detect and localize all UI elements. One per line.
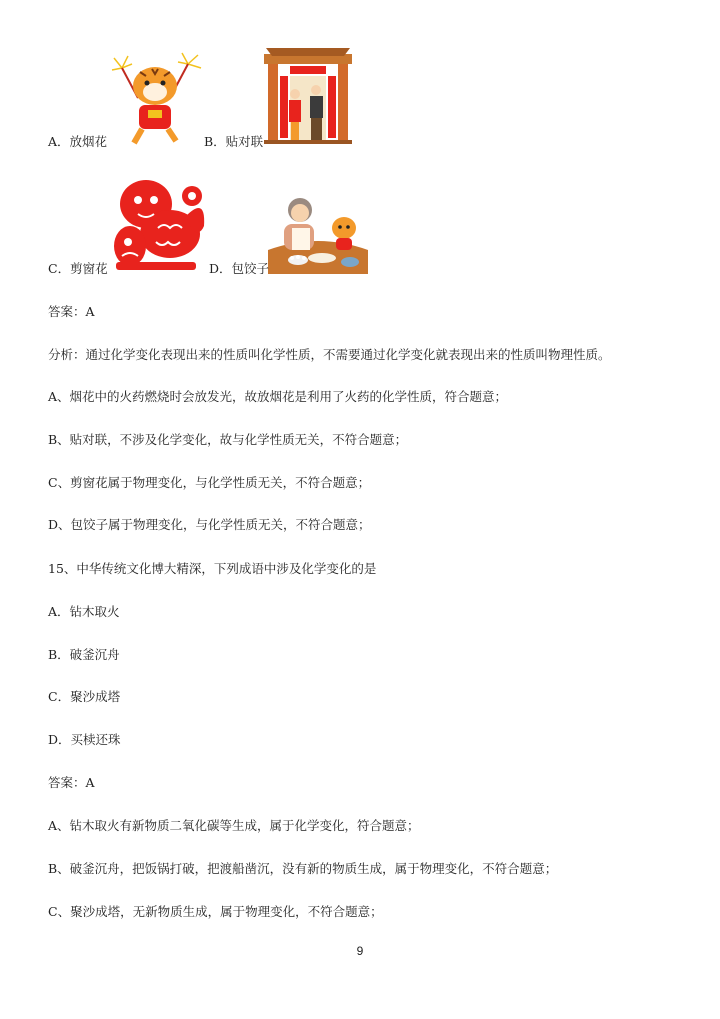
tiger-fireworks-image xyxy=(108,50,203,148)
question-15-option-c: C．聚沙成塔 xyxy=(48,689,121,704)
answer-1: 答案：A xyxy=(48,304,95,319)
question-15-option-d: D．买椟还珠 xyxy=(48,732,121,747)
option-c-label: C．剪窗花 xyxy=(48,261,108,276)
analysis-a: A、烟花中的火药燃烧时会放发光，故放烟花是利用了火药的化学性质，符合题意； xyxy=(48,389,508,404)
page-number: 9 xyxy=(356,944,364,958)
option-d-label: D．包饺子 xyxy=(209,261,270,276)
analysis-intro: 分析：通过化学变化表现出来的性质叫化学性质，不需要通过化学变化就表现出来的性质叫物理性质。 xyxy=(48,347,611,362)
analysis-b: B、贴对联，不涉及化学变化，故与化学性质无关，不符合题意； xyxy=(48,432,408,447)
making-dumplings-image xyxy=(268,194,368,274)
analysis-c: C、剪窗花属于物理变化，与化学性质无关，不符合题意； xyxy=(48,475,371,490)
analysis2-c: C、聚沙成塔，无新物质生成，属于物理变化，不符合题意； xyxy=(48,904,383,919)
couplets-doorway-image xyxy=(264,48,352,144)
analysis2-a: A、钻木取火有新物质二氧化碳等生成，属于化学变化，符合题意； xyxy=(48,818,420,833)
question-15-stem: 15、中华传统文化博大精深，下列成语中涉及化学变化的是 xyxy=(48,561,377,576)
answer-2: 答案：A xyxy=(48,775,95,790)
option-b-label: B．贴对联 xyxy=(204,134,264,149)
question-15-option-b: B．破釜沉舟 xyxy=(48,647,120,662)
option-a-label: A．放烟花 xyxy=(48,134,108,149)
analysis-d: D、包饺子属于物理变化，与化学性质无关，不符合题意； xyxy=(48,517,371,532)
question-15-option-a: A．钻木取火 xyxy=(48,604,120,619)
analysis2-b: B、破釜沉舟，把饭锅打破，把渡船凿沉，没有新的物质生成，属于物理变化，不符合题意； xyxy=(48,861,558,876)
paper-cut-tiger-image xyxy=(108,176,208,272)
